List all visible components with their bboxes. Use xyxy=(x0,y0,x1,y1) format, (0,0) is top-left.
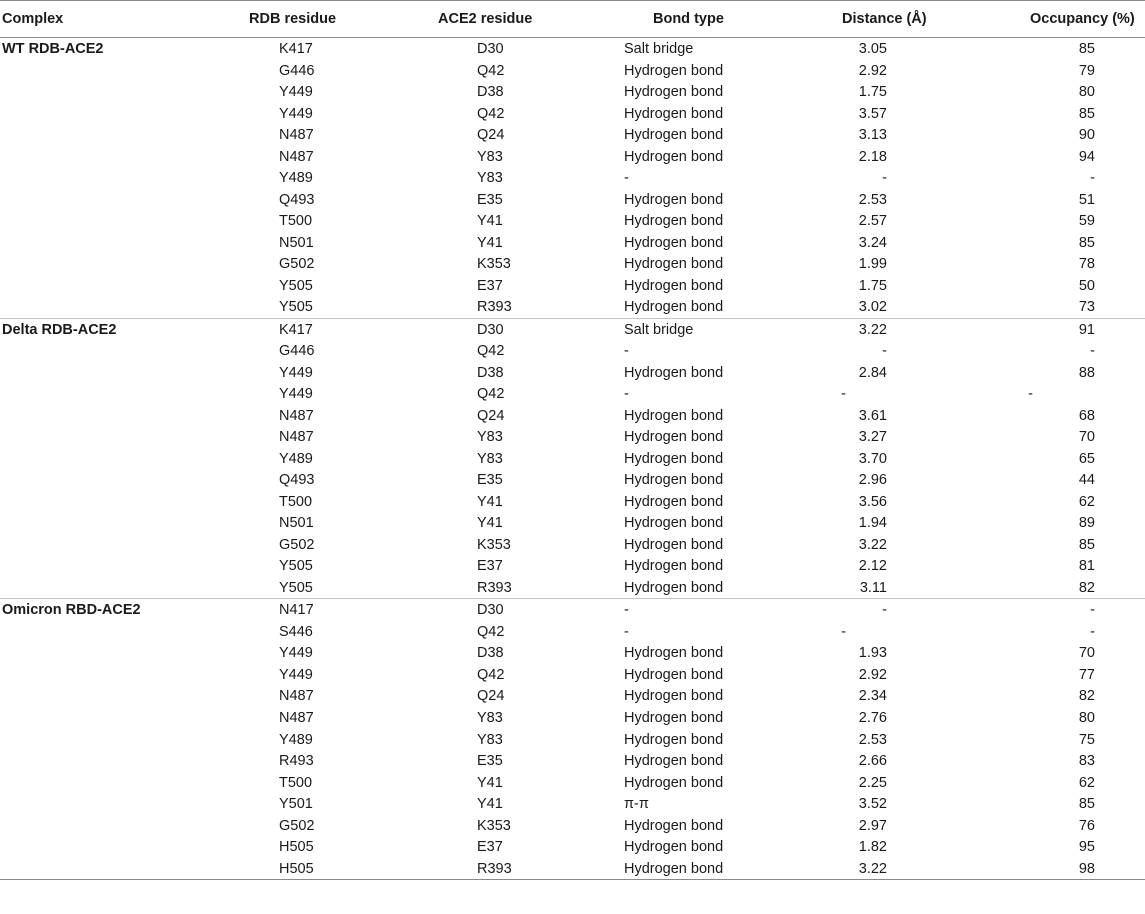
table-row xyxy=(0,858,1145,880)
distance-cell: 1.93 xyxy=(858,645,887,662)
occupancy-cell: 82 xyxy=(1078,579,1095,596)
bond-type-cell: Hydrogen bond xyxy=(624,472,724,489)
rdb-residue-cell: N487 xyxy=(279,127,314,144)
table-row xyxy=(0,210,1145,232)
rdb-residue-cell: T500 xyxy=(279,493,313,510)
rdb-residue-cell: Y501 xyxy=(279,796,313,813)
occupancy-cell: 50 xyxy=(1078,277,1095,294)
table-row xyxy=(0,793,1145,815)
distance-cell: 1.75 xyxy=(858,84,887,101)
ace2-residue-cell: Q42 xyxy=(477,62,505,79)
table-body xyxy=(0,38,1145,880)
ace2-residue-cell: Q42 xyxy=(477,105,505,122)
distance-cell: 3.02 xyxy=(858,299,887,316)
bond-type-cell: Hydrogen bond xyxy=(624,645,724,662)
occupancy-cell: 91 xyxy=(1078,321,1095,338)
table-row xyxy=(0,362,1145,384)
rdb-residue-cell: K417 xyxy=(279,321,313,338)
table-row xyxy=(0,38,1145,60)
bond-type-cell: Hydrogen bond xyxy=(624,148,724,165)
bond-type-cell: Hydrogen bond xyxy=(624,860,724,877)
rdb-residue-cell: H505 xyxy=(279,839,314,856)
ace2-residue-cell: Q42 xyxy=(477,386,505,403)
distance-cell: - xyxy=(841,623,846,640)
table-row xyxy=(0,426,1145,448)
ace2-residue-cell: Y83 xyxy=(477,450,503,467)
distance-cell: 3.57 xyxy=(858,105,887,122)
rdb-residue-cell: Y489 xyxy=(279,170,313,187)
ace2-residue-cell: Y83 xyxy=(477,170,503,187)
header-rdb-residue: RDB residue xyxy=(249,11,337,27)
occupancy-cell: 70 xyxy=(1078,429,1095,446)
bond-type-cell: - xyxy=(624,343,629,360)
ace2-residue-cell: R393 xyxy=(477,579,512,596)
table-row xyxy=(0,685,1145,707)
occupancy-cell: 90 xyxy=(1078,127,1095,144)
distance-cell: 1.75 xyxy=(858,277,887,294)
bond-type-cell: Hydrogen bond xyxy=(624,731,724,748)
table-row xyxy=(0,448,1145,470)
bond-type-cell: Hydrogen bond xyxy=(624,688,724,705)
occupancy-cell: 94 xyxy=(1078,148,1095,165)
ace2-residue-cell: Y41 xyxy=(477,515,503,532)
bond-type-cell: Hydrogen bond xyxy=(624,774,724,791)
occupancy-cell: 85 xyxy=(1078,105,1095,122)
bond-type-cell: Hydrogen bond xyxy=(624,493,724,510)
distance-cell: 3.24 xyxy=(858,234,887,251)
occupancy-cell: - xyxy=(1090,623,1095,640)
occupancy-cell: 62 xyxy=(1078,774,1095,791)
distance-cell: 2.84 xyxy=(858,364,887,381)
occupancy-cell: 85 xyxy=(1078,234,1095,251)
rdb-residue-cell: Q493 xyxy=(279,472,315,489)
distance-cell: 3.22 xyxy=(858,321,887,338)
rdb-residue-cell: N501 xyxy=(279,234,314,251)
ace2-residue-cell: R393 xyxy=(477,860,512,877)
distance-cell: 3.56 xyxy=(858,493,887,510)
table-row xyxy=(0,621,1145,643)
complex-name: WT RDB-ACE2 xyxy=(2,41,104,57)
bond-type-cell: Hydrogen bond xyxy=(624,579,724,596)
ace2-residue-cell: Q42 xyxy=(477,343,505,360)
rdb-residue-cell: Y489 xyxy=(279,731,313,748)
rdb-residue-cell: G502 xyxy=(279,536,315,553)
table-row xyxy=(0,232,1145,254)
ace2-residue-cell: Y83 xyxy=(477,709,503,726)
ace2-residue-cell: K353 xyxy=(477,817,511,834)
bond-type-cell: Hydrogen bond xyxy=(624,407,724,424)
distance-cell: 2.76 xyxy=(858,709,887,726)
distance-cell: 2.18 xyxy=(858,148,887,165)
table-row xyxy=(0,729,1145,751)
bond-type-cell: Hydrogen bond xyxy=(624,709,724,726)
rdb-residue-cell: Y449 xyxy=(279,666,313,683)
table-row xyxy=(0,491,1145,513)
rdb-residue-cell: R493 xyxy=(279,753,314,770)
distance-cell: 2.12 xyxy=(858,558,887,575)
occupancy-cell: 98 xyxy=(1078,860,1095,877)
occupancy-cell: 77 xyxy=(1078,666,1095,683)
distance-cell: 2.25 xyxy=(858,774,887,791)
distance-cell: 2.53 xyxy=(858,191,887,208)
rdb-residue-cell: Q493 xyxy=(279,191,315,208)
bond-type-cell: Salt bridge xyxy=(624,321,694,338)
table-row xyxy=(0,707,1145,729)
ace2-residue-cell: E37 xyxy=(477,277,503,294)
bond-type-cell: Hydrogen bond xyxy=(624,839,724,856)
table-row xyxy=(0,167,1145,189)
rdb-residue-cell: Y449 xyxy=(279,364,313,381)
rdb-residue-cell: N487 xyxy=(279,709,314,726)
complex-group xyxy=(0,319,1145,600)
ace2-residue-cell: Y41 xyxy=(477,213,503,230)
distance-cell: 3.13 xyxy=(858,127,887,144)
bond-type-cell: Hydrogen bond xyxy=(624,62,724,79)
table-row xyxy=(0,60,1145,82)
distance-cell: 2.66 xyxy=(858,753,887,770)
ace2-residue-cell: Y83 xyxy=(477,429,503,446)
distance-cell: 3.05 xyxy=(858,41,887,57)
rdb-residue-cell: Y449 xyxy=(279,105,313,122)
table-row xyxy=(0,599,1145,621)
ace2-residue-cell: Q24 xyxy=(477,688,505,705)
table-row xyxy=(0,383,1145,405)
complex-name: Omicron RBD-ACE2 xyxy=(2,602,141,619)
distance-cell: 2.34 xyxy=(858,688,887,705)
bond-type-cell: Hydrogen bond xyxy=(624,364,724,381)
bond-type-cell: Hydrogen bond xyxy=(624,666,724,683)
table-row xyxy=(0,319,1145,341)
occupancy-cell: 51 xyxy=(1078,191,1095,208)
ace2-residue-cell: K353 xyxy=(477,256,511,273)
bond-type-cell: π-π xyxy=(624,796,649,813)
table-row xyxy=(0,81,1145,103)
occupancy-cell: 80 xyxy=(1078,709,1095,726)
rdb-residue-cell: Y505 xyxy=(279,558,313,575)
distance-cell: - xyxy=(841,386,846,403)
table-row xyxy=(0,836,1145,858)
occupancy-cell: - xyxy=(1028,386,1033,403)
header-occupancy: Occupancy (%) xyxy=(1030,11,1135,27)
table-row xyxy=(0,664,1145,686)
occupancy-cell: - xyxy=(1090,343,1095,360)
table-row xyxy=(0,253,1145,275)
distance-cell: - xyxy=(882,170,887,187)
distance-cell: 3.61 xyxy=(858,407,887,424)
occupancy-cell: 59 xyxy=(1078,213,1095,230)
rdb-residue-cell: Y505 xyxy=(279,277,313,294)
occupancy-cell: 65 xyxy=(1078,450,1095,467)
table-row xyxy=(0,405,1145,427)
table-row xyxy=(0,512,1145,534)
table-row xyxy=(0,275,1145,297)
rdb-residue-cell: Y505 xyxy=(279,579,313,596)
rdb-residue-cell: T500 xyxy=(279,213,313,230)
ace2-residue-cell: D38 xyxy=(477,364,504,381)
occupancy-cell: 88 xyxy=(1078,364,1095,381)
rdb-residue-cell: G502 xyxy=(279,256,315,273)
ace2-residue-cell: E35 xyxy=(477,191,503,208)
table-row xyxy=(0,469,1145,491)
table-row xyxy=(0,534,1145,556)
table-row xyxy=(0,146,1145,168)
complex-group xyxy=(0,38,1145,319)
bond-type-cell: Hydrogen bond xyxy=(624,105,724,122)
header-ace2-residue: ACE2 residue xyxy=(438,11,533,27)
bond-type-cell: Hydrogen bond xyxy=(624,234,724,251)
ace2-residue-cell: Y83 xyxy=(477,731,503,748)
distance-cell: 1.82 xyxy=(858,839,887,856)
ace2-residue-cell: Y41 xyxy=(477,774,503,791)
occupancy-cell: 83 xyxy=(1078,753,1095,770)
occupancy-cell: 81 xyxy=(1078,558,1095,575)
occupancy-cell: 70 xyxy=(1078,645,1095,662)
rdb-residue-cell: Y449 xyxy=(279,84,313,101)
ace2-residue-cell: E37 xyxy=(477,558,503,575)
rdb-residue-cell: N501 xyxy=(279,515,314,532)
distance-cell: - xyxy=(882,602,887,619)
distance-cell: 3.11 xyxy=(859,579,887,596)
ace2-residue-cell: Y41 xyxy=(477,234,503,251)
rdb-residue-cell: Y449 xyxy=(279,645,313,662)
table-row xyxy=(0,555,1145,577)
rdb-residue-cell: G446 xyxy=(279,62,315,79)
occupancy-cell: 85 xyxy=(1078,536,1095,553)
ace2-residue-cell: E37 xyxy=(477,839,503,856)
rdb-residue-cell: N487 xyxy=(279,429,314,446)
rdb-residue-cell: Y449 xyxy=(279,386,313,403)
complex-name: Delta RDB-ACE2 xyxy=(2,321,117,338)
header-bond-type: Bond type xyxy=(653,11,724,27)
distance-cell: - xyxy=(882,343,887,360)
occupancy-cell: 73 xyxy=(1078,299,1095,316)
rdb-residue-cell: N487 xyxy=(279,407,314,424)
occupancy-cell: 78 xyxy=(1078,256,1095,273)
rdb-residue-cell: N487 xyxy=(279,688,314,705)
occupancy-cell: 75 xyxy=(1078,731,1095,748)
ace2-residue-cell: D30 xyxy=(477,602,504,619)
distance-cell: 2.57 xyxy=(858,213,887,230)
table-row xyxy=(0,189,1145,211)
occupancy-cell: 82 xyxy=(1078,688,1095,705)
distance-cell: 3.22 xyxy=(858,860,887,877)
table-row xyxy=(0,772,1145,794)
occupancy-cell: 95 xyxy=(1078,839,1095,856)
table-row xyxy=(0,103,1145,125)
table-header xyxy=(0,0,1145,38)
table-row xyxy=(0,642,1145,664)
bond-type-cell: Hydrogen bond xyxy=(624,299,724,316)
ace2-residue-cell: Q24 xyxy=(477,407,505,424)
table-row xyxy=(0,124,1145,146)
bond-type-cell: Hydrogen bond xyxy=(624,191,724,208)
ace2-residue-cell: D30 xyxy=(477,321,504,338)
distance-cell: 3.27 xyxy=(858,429,887,446)
bond-type-cell: Hydrogen bond xyxy=(624,277,724,294)
distance-cell: 1.94 xyxy=(858,515,887,532)
occupancy-cell: - xyxy=(1090,602,1095,619)
ace2-residue-cell: D30 xyxy=(477,41,504,57)
rdb-residue-cell: Y489 xyxy=(279,450,313,467)
table-row xyxy=(0,815,1145,837)
ace2-residue-cell: E35 xyxy=(477,753,503,770)
bond-type-cell: Hydrogen bond xyxy=(624,256,724,273)
occupancy-cell: 79 xyxy=(1078,62,1095,79)
rdb-residue-cell: G446 xyxy=(279,343,315,360)
occupancy-cell: 68 xyxy=(1078,407,1095,424)
table-row xyxy=(0,750,1145,772)
occupancy-cell: 80 xyxy=(1078,84,1095,101)
distance-cell: 2.96 xyxy=(858,472,887,489)
bond-type-cell: - xyxy=(624,602,629,619)
bond-type-cell: Hydrogen bond xyxy=(624,213,724,230)
bond-type-cell: Hydrogen bond xyxy=(624,817,724,834)
occupancy-cell: 62 xyxy=(1078,493,1095,510)
header-complex: Complex xyxy=(2,11,64,27)
bond-type-cell: Hydrogen bond xyxy=(624,84,724,101)
header-distance: Distance (Å) xyxy=(842,11,927,27)
distance-cell: 2.53 xyxy=(858,731,887,748)
bond-type-cell: - xyxy=(624,623,629,640)
complex-group xyxy=(0,599,1145,880)
distance-cell: 2.97 xyxy=(858,817,887,834)
rdb-residue-cell: S446 xyxy=(279,623,313,640)
ace2-residue-cell: Q42 xyxy=(477,666,505,683)
rdb-residue-cell: N417 xyxy=(279,602,314,619)
occupancy-cell: 76 xyxy=(1078,817,1095,834)
occupancy-cell: 89 xyxy=(1078,515,1095,532)
distance-cell: 2.92 xyxy=(858,62,887,79)
occupancy-cell: 85 xyxy=(1078,41,1095,57)
distance-cell: 3.70 xyxy=(858,450,887,467)
bond-type-cell: Hydrogen bond xyxy=(624,753,724,770)
distance-cell: 3.22 xyxy=(858,536,887,553)
bond-type-cell: Hydrogen bond xyxy=(624,558,724,575)
table-row xyxy=(0,340,1145,362)
rdb-residue-cell: H505 xyxy=(279,860,314,877)
rdb-residue-cell: T500 xyxy=(279,774,313,791)
ace2-residue-cell: E35 xyxy=(477,472,503,489)
bond-type-cell: Salt bridge xyxy=(624,41,694,57)
occupancy-cell: 85 xyxy=(1078,796,1095,813)
rdb-residue-cell: K417 xyxy=(279,41,313,57)
ace2-residue-cell: R393 xyxy=(477,299,512,316)
ace2-residue-cell: Y41 xyxy=(477,796,503,813)
ace2-residue-cell: D38 xyxy=(477,84,504,101)
bond-type-cell: - xyxy=(624,386,629,403)
ace2-residue-cell: Q42 xyxy=(477,623,505,640)
occupancy-cell: 44 xyxy=(1078,472,1095,489)
bond-type-cell: Hydrogen bond xyxy=(624,429,724,446)
occupancy-cell: - xyxy=(1090,170,1095,187)
ace2-residue-cell: D38 xyxy=(477,645,504,662)
rdb-residue-cell: Y505 xyxy=(279,299,313,316)
table-row xyxy=(0,296,1145,318)
bond-type-cell: Hydrogen bond xyxy=(624,450,724,467)
ace2-residue-cell: Y41 xyxy=(477,493,503,510)
table-row xyxy=(0,577,1145,599)
ace2-residue-cell: K353 xyxy=(477,536,511,553)
ace2-residue-cell: Y83 xyxy=(477,148,503,165)
bond-type-cell: Hydrogen bond xyxy=(624,536,724,553)
bond-type-cell: Hydrogen bond xyxy=(624,515,724,532)
rdb-residue-cell: N487 xyxy=(279,148,314,165)
distance-cell: 1.99 xyxy=(858,256,887,273)
rdb-residue-cell: G502 xyxy=(279,817,315,834)
bond-type-cell: Hydrogen bond xyxy=(624,127,724,144)
distance-cell: 2.92 xyxy=(858,666,887,683)
bond-type-cell: - xyxy=(624,170,629,187)
ace2-residue-cell: Q24 xyxy=(477,127,505,144)
distance-cell: 3.52 xyxy=(858,796,887,813)
